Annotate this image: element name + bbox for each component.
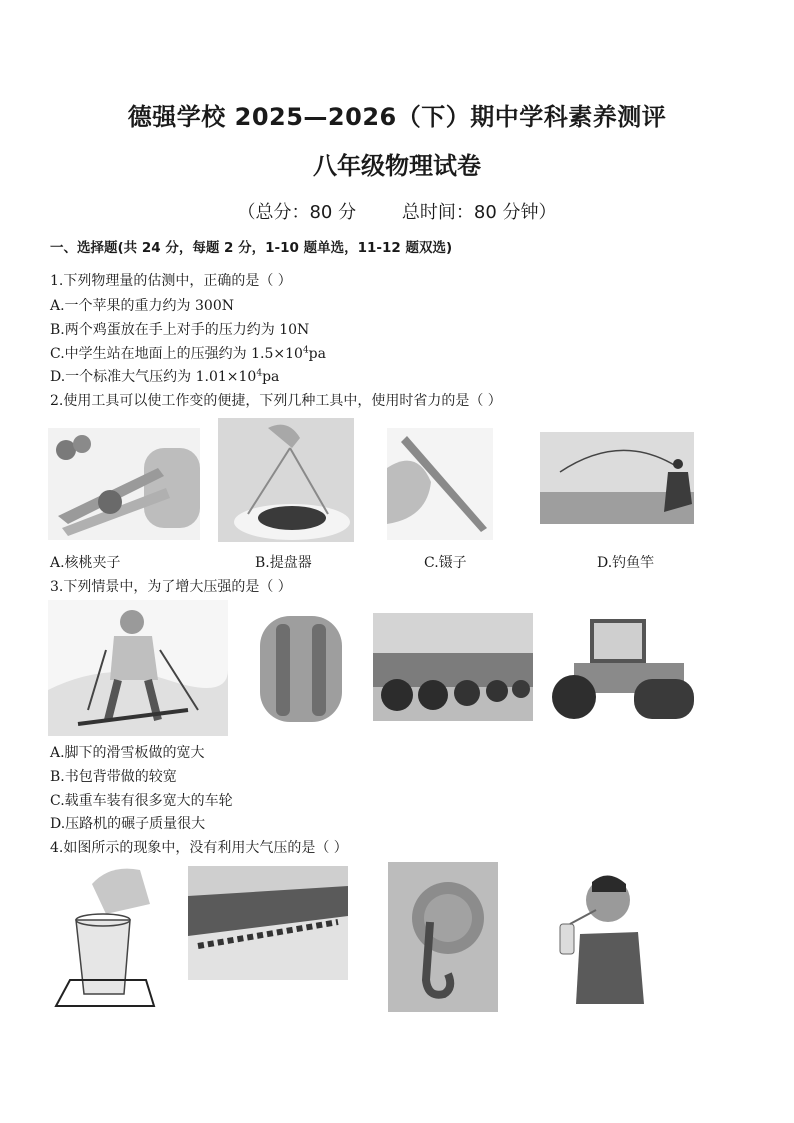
- cup-on-paper-image: [50, 864, 158, 1014]
- walnut-cracker-image: [48, 428, 200, 540]
- q3-option-a: A.脚下的滑雪板做的宽大: [50, 745, 205, 761]
- q2-caption-b: B.提盘器: [255, 555, 312, 571]
- q3-stem: 3.下列情景中，为了增大压强的是（ ）: [50, 579, 292, 595]
- q1-option-b: B.两个鸡蛋放在手上对手的压力约为 10N: [50, 322, 310, 338]
- section-heading: 一、选择题(共 24 分，每题 2 分，1-10 题单选，11-12 题双选): [50, 240, 453, 256]
- exam-title: 德强学校 2025—2026（下）期中学科素养测评: [127, 103, 667, 131]
- q2-caption-d: D.钓鱼竿: [597, 555, 655, 571]
- backpack-image: [242, 606, 360, 730]
- q3-option-d: D.压路机的碾子质量很大: [50, 816, 206, 832]
- score-info: （总分：80 分 总时间：80 分钟）: [237, 202, 557, 223]
- q1-option-d-unit: pa: [262, 369, 280, 385]
- q1-option-d-text: D.一个标准大气压约为 1.01×10: [50, 369, 257, 385]
- q1-option-c-text: C.中学生站在地面上的压强约为 1.5×10: [50, 346, 303, 362]
- q1-stem: 1.下列物理量的估测中，正确的是（ ）: [50, 273, 292, 289]
- plate-lifter-image: [218, 418, 354, 542]
- boy-drinking-image: [556, 870, 646, 1004]
- q2-caption-c: C.镊子: [424, 555, 467, 571]
- q1-option-c-exponent: 4: [302, 345, 309, 356]
- road-roller-image: [544, 613, 698, 723]
- heavy-truck-image: [373, 613, 533, 721]
- q2-caption-a: A.核桃夹子: [50, 555, 121, 571]
- tweezers-image: [387, 428, 493, 540]
- q2-stem: 2.使用工具可以使工作变的便捷，下列几种工具中，使用时省力的是（ ）: [50, 393, 502, 409]
- q1-option-c: [50, 343, 326, 363]
- dam-ship-lock-image: [188, 866, 348, 980]
- exam-subtitle: 八年级物理试卷: [313, 152, 481, 180]
- q1-option-d: [50, 366, 279, 386]
- suction-hook-image: [388, 862, 498, 1012]
- q1-option-a: A.一个苹果的重力约为 300N: [50, 298, 234, 314]
- q3-option-b: B.书包背带做的较宽: [50, 769, 177, 785]
- q1-option-d-exponent: 4: [256, 368, 263, 379]
- q4-stem: 4.如图所示的现象中，没有利用大气压的是（ ）: [50, 840, 348, 856]
- fishing-rod-image: [540, 432, 694, 524]
- q3-option-c: C.载重车装有很多宽大的车轮: [50, 793, 233, 809]
- skier-image: [48, 600, 228, 736]
- q1-option-c-unit: pa: [308, 346, 326, 362]
